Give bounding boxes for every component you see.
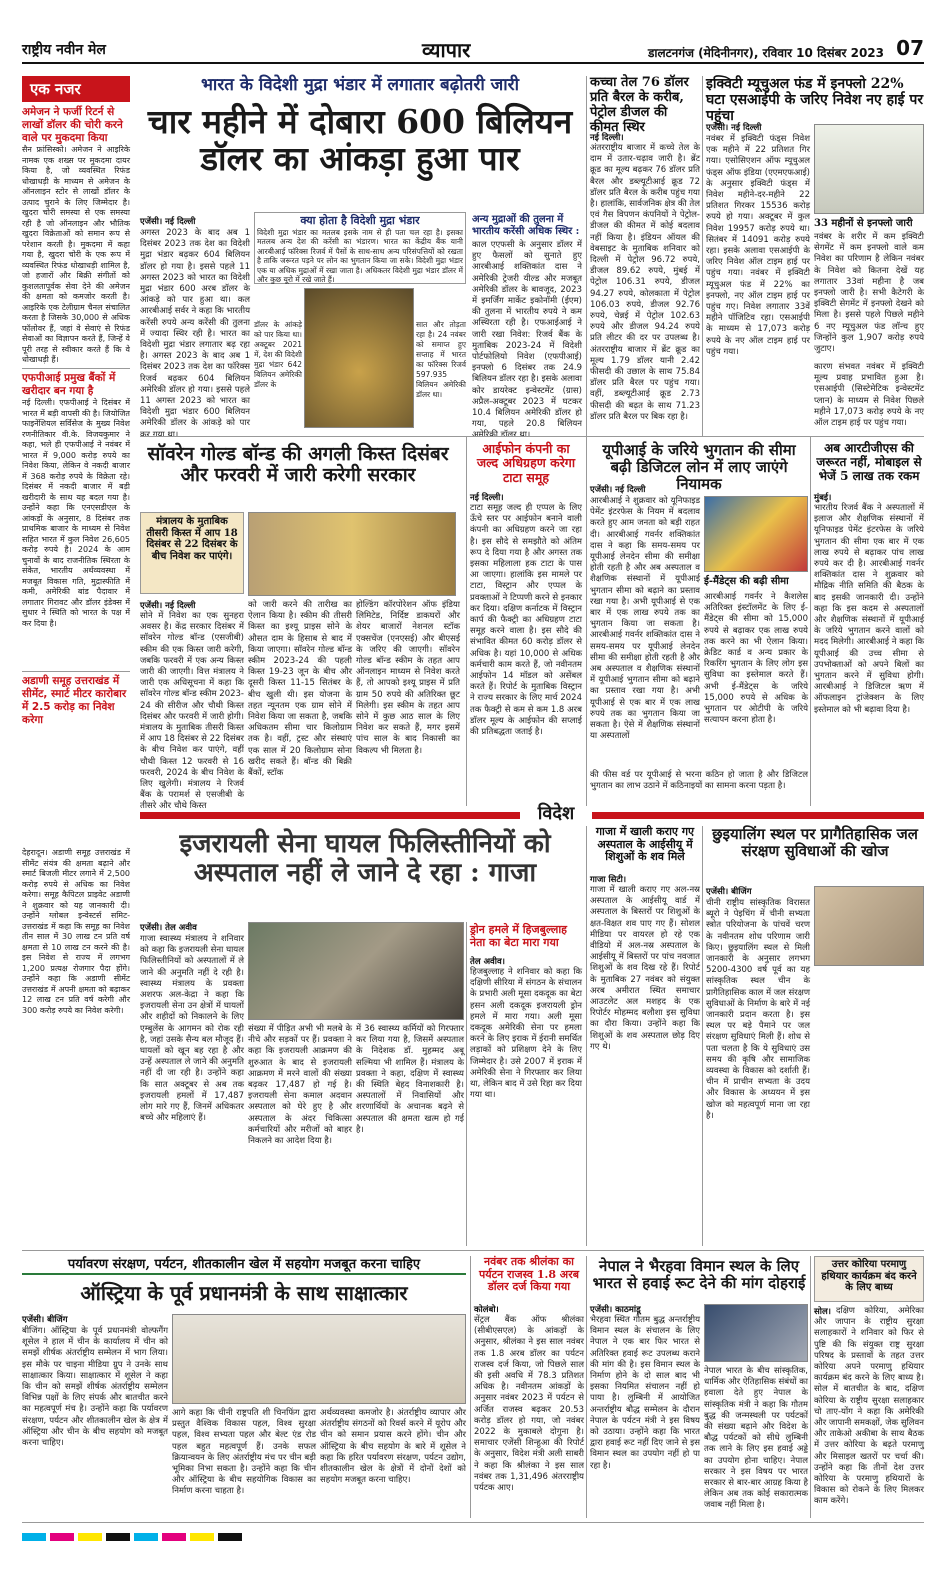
mf-caption-body: नवंबर के शरीर में कम इक्विटी सेगमेंट में कम इनफ्लो वाले कम निवेश का परिणाम है लेकिन नवंबर के निवेश को कितना देखें यह लगातार 33वां महीना है जब इनफ्लो जारी है। सभी कैटेगरी के इक्विटी सेगमेंट में इनफ्लो देखने को मिला है। इससे पहले पिछले महीने 6 नए म्यूचुअल फंड लॉन्च हुए जिन्होंने कुल 1,907 करोड़ रुपये जुटाए। (814, 232, 924, 355)
oil-body: अंतरराष्ट्रीय बाजार में कच्चे तेल के दाम में उतार-चढ़ाव जारी है। ब्रेंट क्रूड का मूल्य बढ़कर 76 डॉलर प्रति बैरल और डब्ल्यूटीआई क्रूड 72 डॉलर प्रति बैरल के करीब पहुंच गया है। हालांकि, सार्वजनिक क्षेत्र की तेल एवं गैस विपणन कंपनियों ने पेट्रोल-डीजल की कीमत में कोई बदलाव नहीं किया है। इंडियन ऑयल की वेबसाइट के मुताबिक शनिवार को दिल्ली में पेट्रोल 96.72 रुपये, डीजल 89.62 रुपये, मुंबई में पेट्रोल 106.31 रुपये, डीजल 94.27 रुपये, कोलकाता में पेट्रोल 106.03 रुपये, डीजल 92.76 रुपये, चेन्नई में पेट्रोल 102.63 रुपये और डीजल 94.24 रुपये प्रति लीटर की दर पर उपलब्ध है। अंतरराष्ट्रीय बाजार में ब्रेंट क्रूड का मूल्य 1.79 डॉलर यानी 2.42 फीसदी की उछाल के साथ 75.84 डॉलर प्रति बैरल पर पहुंच गया। वहीं, डब्ल्यूटीआई क्रूड 2.73 फीसदी की बढ़त के साथ 71.23 डॉलर प्रति बैरल पर बिक रहा है। (590, 143, 700, 422)
gaza-photo (248, 922, 464, 1020)
lead-side-title: अन्य मुद्राओं की तुलना में भारतीय करेंसी अधिक स्थिर : (472, 214, 580, 237)
rtgs-headline: अब आरटीजीएस की जरूरत नहीं, मोबाइल से भेजें 5 लाख तक रकम (816, 441, 922, 483)
mf-headline: इक्विटी म्यूचुअल फंड में इनफ्लो 22% घटा एसआईपी के जरिए निवेश नए हाई पर पहुंचा (706, 76, 924, 125)
excavation-image (814, 886, 924, 966)
upi-body: आरबीआई ने शुक्रवार को यूनिफाइड पेमेंट इंटरफेस के नियम में बदलाव करते हुए आम जनता को बड़ी राहत दी। आरबीआई गवर्नर शक्तिकांत दास ने कहा कि समय-समय पर यूपीआई लेनदेन सीमा की समीक्षा होती रहती है और अब अस्पताल व शैक्षणिक संस्थानों में यूपीआई भुगतान सीमा को बढ़ाने का प्रस्ताव रखा गया है। अभी यूपीआई से एक बार में एक लाख रुपये तक का भुगतान किया जा सकता है। आरबीआई गवर्नर शक्तिकांत दास ने समय-समय पर यूपीआई लेनदेन सीमा की समीक्षा होती रहती है और अब अस्पताल व शैक्षणिक संस्थानों में यूपीआई भुगतान सीमा को बढ़ाने का प्रस्ताव रखा गया है। अभी यूपीआई से एक बार में एक लाख रुपये तक का भुगतान किया जा सकता है। ऐसे में शैक्षणिक संस्थानों या अस्पतालों (590, 496, 700, 742)
gaza-headline: इजरायली सेना घायल फिलिस्तीनियों को अस्पताल नहीं ले जाने दे रहा : गाजा (179, 829, 551, 889)
gold-callout-text: मंत्रालय के मुताबिक तीसरी किस्त में आप 18 दिसंबर से 22 दिसंबर के बीच निवेश कर पाएंगे। (146, 516, 238, 562)
babies-byline: गाजा सिटी। (590, 875, 627, 885)
hezbollah-body: हिजबुल्लाह ने शनिवार को कहा कि दक्षिणी सीरिया में संगठन के संचालन के प्रभारी अली मूसा दकदूक का बेटा हसन अली दकदूक इजरायली ड्रोन हमले में मारा गया। अली मूसा दकदूक अमेरिकी सेना पर हमला करने के लिए इराक में ईरानी समर्थित लड़ाकों को प्रशिक्षण देने के लिए जिम्मेदार है। उसे 2007 में इराक में अमेरिकी सेना ने गिरफ्तार कर लिया था, लेकिन बाद में उसे रिहा कर दिया गया था। (470, 967, 582, 1101)
gold-callout (140, 512, 244, 594)
sidebar-head: एक नजर (22, 76, 130, 102)
austria-body-2: आगे कहा कि चीनी राष्ट्रपति शी चिनफिंग द्वारा प्रस्तुत वैश्विक विकास पहल, विश्व सुरक्षा पहल, विश्व सभ्यता पहल और बेल्ट एंड रोड पहल बहुत महत्वपूर्ण हैं। उनके सफल क्रियान्वयन के लिए अंतर्राष्ट्रीय मंच पर चीन बड़ी भूमिका निभा सकता है। उन्होंने कहा कि चीन और ऑस्ट्रिया के बीच सहयोगिक विकास का निर्माण करना चाहता है। (172, 1408, 316, 1497)
money-bags-image (304, 288, 414, 428)
babies-headline: गाजा में खाली कराए गए अस्पताल के आईसीयू में शिशुओं के शव मिले (595, 825, 695, 864)
coins-plant-image (814, 124, 924, 214)
mf-byline: एजेंसी। नई दिल्ली (706, 123, 762, 133)
upi-headline: यूपीआई के जरिये भुगतान की सीमा बढ़ी डिजिटल लोन में लाए जाएंगे नियामक (602, 441, 796, 493)
hezbollah-byline: तेल अवीव। (470, 957, 505, 967)
srilanka-body: सेंट्रल बैंक ऑफ श्रीलंका (सीबीएसएल) के आंकड़ों के अनुसार, श्रीलंका ने इस साल नवंबर तक 1.8 अरब डॉलर का पर्यटन राजस्व दर्ज किया, जो पिछले साल की इसी अवधि में 78.3 प्रतिशत अधिक है। नवीनतम आंकड़ों के अनुसार नवंबर 2023 में पर्यटन से अर्जित राजस्व बढ़कर 20.53 करोड़ डॉलर हो गया, जो नवंबर 2022 के मुकाबले दोगुना है। समाचार एजेंसी शिन्हुआ की रिपोर्ट के अनुसार, विदेश मंत्री अली साबरी ने कहा कि श्रीलंका ने इस साल नवंबर तक 1,31,496 अंतरराष्ट्रीय पर्यटक आए। (474, 1315, 584, 1494)
sidebar-title-2: एफपीआई प्रमुख बैंकों में खरीदार बन गया है (22, 372, 116, 397)
section-title: व्यापार (422, 38, 471, 62)
lead-kicker: भारत के विदेशी मुद्रा भंडार में लगातार बढ़ोतरी जारी (200, 75, 520, 95)
srilanka-byline: कोलंबो। (474, 1305, 499, 1315)
gaza-body: गाजा स्वास्थ्य मंत्रालय ने शनिवार को कहा कि इजरायली सेना घायल फिलिस्तीनियों को अस्पतालों में ले जाने की अनुमति नहीं दे रही है। स्वास्थ्य मंत्रालय के प्रवक्ता अशरफ अल-केद्रा ने कहा कि इजरायली सेना उन क्षेत्रों में घायलों और शहीदों को निकालने के लिए एम्बुलेंस के आगमन को रोक रही है, जहां उसके सैन्य बल मौजूद हैं। घायलों को खून बह रहा है और उन्हें अस्पताल ले जाने की अनुमति नहीं दी जा रही है। उन्होंने कहा कि सात अक्टूबर से अब तक इजरायली हमलों में 17,487 लोग मारे गए हैं, जिनमें अधिकतर बच्चे और महिलाएं हैं। (140, 934, 244, 1124)
gold-body-2: को जारी करने की तारीख का ऐलान किया है। स्कीम की तीसरी किस्त का इश्यू प्राइस सोने के औसत दाम के हिसाब से बाद में किया जाएगा। सॉवरेन गोल्ड बॉन्ड स्कीम 2023-24 की पहली किस्त 19-23 जून के बीच और दूसरी किस्त 11-15 सितंबर के बीच खुली थी। इस योजना के तहत न्यूनतम एक ग्राम सोने में निवेश किया जा सकता है, जबकि अधिकतम सीमा चार किलोग्राम तक है। वहीं, ट्रस्ट और संस्थाएं एक साल में 20 किलोग्राम सोना खरीद सकते हैं। बॉन्ड की बिक्री बैंकों, स्टॉक (248, 600, 352, 779)
mf-body-2: कारण संभवत नवंबर में इक्विटी मूल्य प्रवाह प्रभावित हुआ है। एसआईपी (सिस्टेमेटिक इन्वेस्टमेंट प्लान) के माध्यम से निवेश पिछले महीने 17,073 करोड़ रुपये के नए ऑल टाइम हाई पर पहुंच गया। (814, 362, 924, 429)
sidebar-body-3: देहरादून। अडाणी समूह उत्तराखंड में सीमेंट संयंत्र की क्षमता बढ़ाने और स्मार्ट बिजली मीटर लगाने में 2,500 करोड़ रुपये से अधिक का निवेश करेगा। समूह कैपिटल प्राइवेट अडाणी ने शुक्रवार को यह जानकारी दी। उन्होंने ग्लोबल इन्वेस्टर्स समिट-उत्तराखंड में कहा कि समूह का निवेश तीन साल में 30 लाख टन प्रति वर्ष क्षमता से 10 लाख टन करने की है। इस निवेश से राज्य में लगभग 1,200 प्रत्यक्ष रोजगार पैदा होंगे। उन्होंने कहा कि अडाणी सीमेंट उत्तराखंड में अपनी क्षमता को बढ़ाकर 12 लाख टन प्रति वर्ष करेगी और 300 करोड़ रुपये का निवेश करेगी। (22, 848, 130, 1015)
china-water-body: चीनी राष्ट्रीय सांस्कृतिक विरासत ब्यूरो ने पेइचिंग में चीनी सभ्यता स्त्रोत परियोजना के पांचवें चरण के नवीनतम शोध परिणाम जारी किए। छुइयालिंग स्थल से मिली जानकारी के अनुसार लगभग 5200-4300 वर्ष पूर्व का यह सांस्कृतिक स्थल चीन के प्रागैतिहासिक काल में जल संरक्षण सुविधाओं के निर्माण के बारे में नई जानकारी प्रदान करता है। इस स्थल पर बड़े पैमाने पर जल संरक्षण सुविधाएं मिली हैं। शोध से पता चलता है कि ये सुविधाएं उस समय की कृषि और सामाजिक व्यवस्था के विकास को दर्शाती हैं। चीन में प्राचीन सभ्यता के उदय और विकास के अध्ययन में इस खोज को महत्वपूर्ण माना जा रहा है। (706, 898, 810, 1121)
apple-body: टाटा समूह जल्द ही एप्पल के लिए ऊँचे स्तर पर आईफोन बनाने वाली कंपनी का अधिग्रहण करने जा रहा है। इस सौदे से समझौते को अंतिम रूप दे दिया गया है और अगस्त तक इसका महिलाला हक टाटा के पास आ जाएगा। हालांकि इस मामले पर टाटा, विस्ट्रान और एप्पल के प्रवक्ताओं ने टिप्पणी करने से इनकार कर दिया। दक्षिण कर्नाटक में विस्ट्रान कार्प की फैक्ट्री का अधिग्रहण टाटा समूह करने वाला है। इस सौदे की संभावित कीमत 60 करोड़ डॉलर से अधिक है। यहां 10,000 से अधिक कर्मचारी काम करते हैं, जो नवीनतम आईफोन 14 मॉडल को असेंबल करते हैं। रिपोर्ट के मुताबिक विस्ट्रान ने राज्य सरकार के लिए मार्च 2024 तक फैक्ट्री से कम से कम 1.8 अरब डॉलर मूल्य के आईफोन की सप्लाई की प्रतिबद्धता जताई है। (470, 503, 582, 738)
print-color-strip (22, 1522, 924, 1534)
srilanka-headline: नवंबर तक श्रीलंका का पर्यटन राजस्व 1.8 अरब डॉलर दर्ज किया गया (479, 1255, 579, 1294)
sidebar (22, 76, 130, 816)
korea-byline: सोल। (814, 1307, 831, 1317)
lead-body: अगस्त 2023 के बाद अब 1 दिसंबर 2023 तक देश का विदेशी मुद्रा भंडार बढ़कर 604 बिलियन डॉलर हो गया है। इससे पहले 11 अगस्त 2023 को भारत का विदेशी मुद्रा भंडार 600 अरब डॉलर के आंकड़े को पार हुआ था। कल आरबीआई सर्वर ने कहा कि भारतीय करेंसी रुपये अन्य करेंसी की तुलना में ज्यादा स्थिर रही है। भारत का विदेशी मुद्रा भंडार लगातार बढ़ रहा है। अगस्त 2023 के बाद अब 1 दिसंबर 2023 तक देश का फॉरेक्स रिजर्व बढ़कर 604 बिलियन अमेरिकी डॉलर हो गया। इससे पहले 11 अगस्त 2023 को भारत का विदेशी मुद्रा भंडार 600 बिलियन अमेरिकी डॉलर के आंकड़े को पार कर गया था। (140, 228, 250, 440)
gold-byline: एजेंसी। नई दिल्ली (140, 601, 196, 611)
gaza-byline: एजेंसी। तेल अवीव (140, 923, 197, 933)
lead-headline: चार महीने में दोबारा 600 बिलियन डॉलर का आंकड़ा हुआ पार (147, 102, 573, 178)
korea-body: दक्षिण कोरिया, अमेरिका और जापान के राष्ट्रीय सुरक्षा सलाहकारों ने शनिवार को फिर से पुष्टि की कि संयुक्त राष्ट्र सुरक्षा परिषद के प्रस्तावों के तहत उत्तर कोरिया अपने परमाणु हथियार कार्यक्रम बंद करने के लिए बाध्य है। सोल में बातचीत के बाद, दक्षिण कोरिया के राष्ट्रीय सुरक्षा सलाहकार चो ताए-योंग ने कहा कि अमेरिकी और जापानी समकक्षों, जेक सुलिवन और ताकेओ अकीबा के साथ बैठक में उत्तर कोरिया के बढ़ते परमाणु और मिसाइल खतरों पर चर्चा की। उन्होंने कहा कि तीनों देश उत्तर कोरिया के परमाणु हथियारों के विकास को रोकने के लिए मिलकर काम करेंगे। (814, 1306, 924, 1507)
videsh-bar-right (592, 812, 924, 819)
lead-body-3: सात और तोड़ता रहा है। 24 नवंबर को समाप्त हुए सप्ताह में भारत का फॉरेक्स रिजर्व 597.935 बिलियन अमेरिकी डॉलर था। (416, 320, 466, 399)
sidebar-body-1: सैन फ्रांसिस्को। अमेजन ने आइरिके नामक एक शख्स पर मुकदमा दायर किया है, जो व्यवस्थित रिफंड धोखाधड़ी के माध्यम से अमेजन के ऑनलाइन स्टोर से लाखों डॉलर के उत्पाद चुराने के लिए जिम्मेदार है। खुदरा चोरी समस्या से एक समस्या रही है जो ऑनलाइन और भौतिक खुदरा विक्रेताओं को समान रूप से परेशान करती है। मुकदमा में कहा गया है, खुदरा चोरी के एक रूप में व्यवस्थित रिफंड धोखाधड़ी शामिल है, जो हजारों और बिक्री संगीतों को कुशलतापूर्वक सेवा देने की अमेजन की क्षमता को कमजोर करती है। आइरिके एक टेलीग्राम चैनल संचालित करता है जिसके 30,000 से अधिक फॉलोवर हैं, जहां वे सेवाएं से रिफंड सेवाओं का विज्ञापन करते हैं, जिन्हें वे पूरी तरह से स्वीकार करते हैं कि वे धोखाधड़ी हैं। (22, 145, 130, 364)
gaza-body-2: संख्या में पीड़ित अभी भी मलबे के नीचे और सड़कों पर हैं। प्रवक्ता ने कहा कि इजरायली आक्रमण की शुरुआत के बाद से इजरायली आक्रमण में मरने वालों की संख्या बढ़कर 17,487 हो गई है। इजरायली सेना कमाल अदवान अस्पताल को घेरे हुए है और अस्पताल के अंदर चिकित्सा कर्मचारियों और मरीजों को बाहर निकलने का आदेश दिया है। (248, 1024, 352, 1147)
rtgs-body: भारतीय रिजर्व बैंक ने अस्पतालों में इलाज और शैक्षणिक संस्थानों में यूनिफाइड पेमेंट इंटरफेस के जरिये भुगतान की सीमा एक बार में एक लाख रुपये से बढ़ाकर पांच लाख रुपये कर दी है। आरबीआई गवर्नर शक्तिकांत दास ने शुक्रवार को मौद्रिक नीति समिति की बैठक के बाद इसकी जानकारी दी। उन्होंने कहा कि इस कदम से अस्पतालों और शैक्षणिक संस्थानों में यूपीआई के जरिये भुगतान करने वालों को मदद मिलेगी। आरबीआई ने कहा कि यूपीआई की उच्च सीमा से उपभोक्ताओं को अपने बिलों का भुगतान करने में सुविधा होगी। आरबीआई ने डिजिटल ऋण में ऑफलाइन ट्रांजेक्शन के लिए इस्तेमाल को भी बढ़ावा दिया है। (814, 503, 924, 715)
mf-image-caption: 33 महीनों से इनफ्लो जारी (814, 218, 913, 229)
nepal-body-2: नेपाल भारत के बीच सांस्कृतिक, धार्मिक और ऐतिहासिक संबंधों का हवाला देते हुए नेपाल के सांस्कृतिक मंत्री ने कहा कि गौतम बुद्ध की जन्मस्थली पर पर्यटकों की संख्या बढ़ाने और विदेश के बौद्ध पर्यटकों को सीधे लुम्बिनी तक लाने के लिए इस हवाई अड्डे का उपयोग होना चाहिए। नेपाल सरकार ने इस विषय पर भारत सरकार से बार-बार आग्रह किया है लेकिन अब तक कोई सकारात्मक जवाब नहीं मिला है। (704, 1366, 808, 1511)
austria-body: बीजिंग। ऑस्ट्रिया के पूर्व प्रधानमंत्री वोल्फगैंग शूसेल ने हाल में चीन के कार्यालय में चीन को समझें शीर्षक अंतर्राष्ट्रीय सम्मेलन में भाग लिया। इस मौके पर चाइना मीडिया ग्रुप ने उनके साथ साक्षात्कार किया। साक्षात्कार में शूसेल ने कहा कि चीन को समझें शीर्षक अंतर्राष्ट्रीय सम्मेलन विभिन्न पक्षों के लिए संपर्क और बातचीत करने का महत्वपूर्ण मंच है। उन्होंने कहा कि पर्यावरण संरक्षण, पर्यटन और शीतकालीन खेल के क्षेत्र में ऑस्ट्रिया और चीन के बीच सहयोग को मजबूत करना चाहिए। (22, 1326, 168, 1449)
lead-body-2: डॉलर के आंकड़े को पार किया था। अक्टूबर 2021 में, देश की विदेशी मुद्रा भंडार 642 बिलियन अमेरिकी डॉलर के (254, 320, 302, 389)
austria-headline: ऑस्ट्रिया के पूर्व प्रधानमंत्री के साथ साक्षात्कार (80, 1281, 408, 1305)
forex-box-title: क्या होता है विदेशी मुद्रा भंडार (300, 214, 420, 227)
austria-kicker: पर्यावरण संरक्षण, पर्यटन, शीतकालीन खेल में सहयोग मजबूत करना चाहिए (22, 1258, 466, 1275)
sidebar-title-3: अडाणी समूह उत्तराखंड में सीमेंट, स्मार्ट मीटर कारोबार में 2.5 करोड़ का निवेश करेगा (22, 675, 127, 726)
gold-bars-image (248, 512, 456, 596)
sidebar-body-2: नई दिल्ली। एफपीआई ने दिसंबर में भारत में बड़ी वापसी की है। जियोजित फाइनेंशियल सर्विसेज के मुख्य निवेश रणनीतिकार वी.के. विजयकुमार ने कहा, भले ही एफपीआई ने नवंबर में भारत में 9,000 करोड़ रुपये का निवेश किया, लेकिन वे नकदी बाजार में 368 करोड़ रुपये के विक्रेता रहे। दिसंबर में नकदी बाजार में बड़ी खरीदारी के साथ यह बदल गया है। उन्होंने कहा कि एनएसडीएल के आंकड़ों के अनुसार, 8 दिसंबर तक प्राथमिक बाजार के माध्यम से निवेश सहित भारत में कुल निवेश 26,605 करोड़ रुपये है। 2024 के आम चुनावों के बाद राजनीतिक स्थिरता के संकेत, भारतीय अर्थव्यवस्था में मजबूत विकास गति, मुद्रास्फीति में कमी, अमेरिकी बांड पैदावार में लगातार गिरावट और डॉलर इंडेक्स में सुधार ने स्थिति को भारत के पक्ष में कर दिया है। (22, 398, 130, 628)
korea-headline: उत्तर कोरिया परमाणु हथियार कार्यक्रम बंद करने के लिए बाध्य (821, 1259, 917, 1293)
mf-body: नवंबर में इक्विटी फंड्स निवेश एक महीने में 22 प्रतिशत गिर गया। एसोसिएशन ऑफ म्यूचुअल फंड्स ऑफ इंडिया (एएमएफआई) के अनुसार इक्विटी फंड्स में निवेश महीने-दर-महीने 22 प्रतिशत गिरकर 15536 करोड़ रुपये हो गया। अक्टूबर में कुल निवेश 19957 करोड़ रुपये था। सितंबर में 14091 करोड़ रुपये रहा। इसके अलावा एसआईपी के जरिए निवेश ऑल टाइम हाई पर पहुंच गया। नवंबर में इक्विटी म्यूचुअल फंड में 22% का इनफ्लो, नए ऑल टाइम हाई पर पहुंच गए। निवेश लगातार 33वें महीने पॉजिटिव रहा। एसआईपी के माध्यम से 17,073 करोड़ रुपये के नए ऑल टाइम हाई पर पहुंच गया। (706, 134, 810, 357)
nepal-headline: नेपाल ने भैरहवा विमान स्थल के लिए भारत से हवाई रूट देने की मांग दोहराई (592, 1257, 806, 1292)
upi-body-2: की फीस वर्ड पर यूपीआई से भरना कठिन हो जाता है और डिजिटल भुगतान का लाभ उठाने में कठिनाइयों का सामना करना पड़ता है। (590, 770, 808, 792)
apple-byline: नई दिल्ली। (470, 493, 504, 503)
gold-body-3: होल्डिंग कॉरपोरेशन ऑफ इंडिया लिमिटेड, निर्दिष्ट डाकघरों और शेयर बाजारों नेशनल स्टॉक एक्सचेंज (एनएसई) और बीएसई के जरिए की जाएगी। सॉवरेन गोल्ड बॉन्ड स्कीम के तहत आप ऑनलाइन माध्यम से निवेश करते हैं, तो आपको इश्यू प्राइस में प्रति ग्राम 50 रुपये की अतिरिक्त छूट मिलेगी। इस स्कीम के तहत आप सोने में कुछ आठ साल के लिए निवेश कर सकते हैं, मगर इसमें पांच साल के बाद निकासी का विकल्प भी मिलता है। (356, 600, 460, 756)
nepal-byline: एजेंसी। काठमांडू (590, 1305, 641, 1315)
apple-headline: आईफोन कंपनी का जल्द अधिग्रहण करेगा टाटा समूह (476, 441, 576, 485)
hezbollah-headline: ड्रोन हमले में हिजबुल्लाह नेता का बेटा मारा गया (470, 923, 568, 949)
sidebar-title-1: अमेजन ने फर्जी रिटर्न से लाखों डॉलर की चोरी करने वाले पर मुकदमा किया (22, 106, 123, 144)
china-water-headline: छुइयालिंग स्थल पर प्रागैतिहासिक जल संरक्षण सुविधाओं की खोज (712, 825, 918, 860)
interview-photo (172, 1314, 466, 1404)
upi-byline: एजेंसी। नई दिल्ली (590, 485, 646, 495)
page-number: 07 (896, 36, 924, 60)
gold-body: सोने में निवेश का एक सुनहरा अवसर है। केंद्र सरकार दिसंबर में सॉवरेन गोल्ड बॉन्ड (एसजीबी) स्कीम की एक किस्त जारी करेगी, जबकि फरवरी में एक अन्य किस्त जारी की जाएगी। वित्त मंत्रालय ने जारी एक अधिसूचना में कहा कि सॉवरेन गोल्ड बॉन्ड स्कीम 2023-24 की सीरीज और चौथी किस्त दिसंबर और फरवरी में जारी होगी। मंत्रालय के मुताबिक तीसरी किस्त में आप 18 दिसंबर से 22 दिसंबर के बीच निवेश कर पाएंगे, वहीं चौथी किस्त 12 फरवरी से 16 फरवरी, 2024 के बीच निवेश के लिए खुलेगी। मंत्रालय ने रिजर्व बैंक के परामर्श से एसजीबी के तीसरे और चौथे किस्त (140, 611, 244, 812)
china-water-byline: एजेंसी। बीजिंग (706, 887, 752, 897)
oil-byline: नई दिल्ली। (590, 133, 624, 143)
upi-image-caption: ई-मैंडेट्स की बढ़ी सीमा (704, 576, 789, 587)
babies-body: गाजा में खाली कराए गए अल-नस्र अस्पताल के आईसीयू वार्ड में अस्पताल के बिस्तरों पर शिशुओं के क्षत-विक्षत शव पाए गए हैं। सोशल मीडिया पर वायरल हो रहे एक वीडियो में अल-नस्र अस्पताल के आईसीयू में बिस्तरों पर पांच नवजात शिशुओं के शव दिख रहे हैं। रिपोर्ट के मुताबिक 27 नवंबर को संयुक्त अरब अमीरात स्थित समाचार आउटलेट अल मशहद के एक रिपोर्टर मोहम्मद बलौशा इस सुविधा का दौरा किया। उन्होंने कहा कि शिशुओं के शव अस्पताल छोड़ दिए गए थे। (590, 885, 700, 1052)
upi-caption-body: आरबीआई गवर्नर ने कैशलेस अतिरिक्त इंस्टॉलमेंट के लिए ई-मैंडेट्स की सीमा को 15,000 रुपये से बढ़ाकर एक लाख रुपये तक करने का भी ऐलान किया। क्रेडिट कार्ड व अन्य प्रकार के रिकरिंग भुगतान के लिए लोग इस सुविधा का इस्तेमाल करते हैं। अभी ई-मैंडेट्स के जरिये 15,000 रुपये से अधिक के भुगतान पर ओटीपी के जरिये सत्यापन करना होता है। (704, 592, 808, 726)
dateline: डालटनगंज (मेदिनीनगर), रविवार 10 दिसंबर 2023 (647, 46, 884, 60)
nepal-body: भैरहवा स्थित गौतम बुद्ध अन्तर्राष्ट्रीय विमान स्थल के संचालन के लिए नेपाल ने एक बार फिर भारत से अतिरिक्त हवाई रूट उपलब्ध कराने की मांग की है। इस विमान स्थल के निर्माण होने के दो साल बाद भी इसका नियमित संचालन नहीं हो पाया है। लुम्बिनी में आयोजित अन्तर्राष्ट्रीय बौद्ध सम्मेलन के दौरान नेपाल के पर्यटन मंत्री ने इस विषय को उठाया। उन्होंने कहा कि भारत द्वारा हवाई रूट नहीं दिए जाने से इस विमान स्थल का उपयोग नहीं हो पा रहा है। (590, 1315, 700, 1471)
videsh-label: विदेश (537, 803, 575, 824)
page-header (22, 36, 924, 64)
austria-body-3: अर्थव्यवस्था कमजोर है। अंतर्राष्ट्रीय व्यापार और अंतर्राष्ट्रीय संगठनों को रिवर्स करने में यूरोप और चीन को समान प्रयास करने होंगे। चीन और ऑस्ट्रिया के बीच सहयोग के बारे में शूसेल ने कहा कि हरित पर्यावरण संरक्षण, पर्यटन उद्योग, शीतकालीन खेल के क्षेत्रों में दोनों देशों को सहयोग मजबूत करना चाहिए। (320, 1408, 466, 1486)
videsh-bar-left (140, 812, 520, 819)
gaza-body-3: में 36 स्वास्थ्य कर्मियों को गिरफ्तार कर लिया गया है, जिसमें अस्पताल के निदेशक डॉ. मुहम्मद अबू सल्मिया भी शामिल हैं। मंत्रालय के प्रवक्ता ने कहा, दक्षिण में स्वास्थ्य की स्थिति बेहद विनाशकारी है। अस्पतालों में निवासियों और शरणार्थियों के अचानक बढ़ने से अस्पताल की क्षमता खत्म हो गई है। (356, 1024, 464, 1135)
austria-byline: एजेंसी। बीजिंग (22, 1315, 68, 1325)
forex-box-body: विदेशी मुद्रा भंडार का मतलब इसके नाम से ही पता चल रहा है। इसका मतलब अन्य देश की करेंसी का भंडारण। भारत का केंद्रीय बैंक यानी आरबीआई फॉरेक्स रिजर्व में पैसों के साथ-साथ अन्य परिसंपत्तियों को रखता है ताकि जरूरत पड़ने पर लोन का भुगतान किया जा सके। विदेशी मुद्रा भंडार एक या अधिक मुद्राओं में रखा जाता है। अधिकतर विदेशी मुद्रा भंडार डॉलर में और कुछ यूरो में रखे जाते हैं। (257, 227, 463, 285)
masthead: राष्ट्रीय नवीन मेल (22, 42, 106, 58)
rtgs-byline: मुंबई। (814, 493, 832, 503)
lead-byline: एजेंसी। नई दिल्ली (140, 217, 196, 227)
forex-box (254, 212, 466, 284)
oil-headline: कच्चा तेल 76 डॉलर प्रति बैरल के करीब, पेट्रोल डीजल की कीमत स्थिर (590, 75, 689, 135)
cards-image (704, 496, 808, 572)
gold-headline: सॉवरेन गोल्ड बॉन्ड की अगली किस्त दिसंबर और फरवरी में जारी करेगी सरकार (147, 443, 449, 487)
korea-headline-box (814, 1256, 924, 1302)
nepal-photo (704, 1304, 808, 1362)
lead-side-body: काल एएफसी के अनुसार डॉलर में हुए फैसलों को सुनाते हुए आरबीआई शक्तिकांत दास ने अमेरिकी ट्रेजरी यील्ड और मजबूत अमेरिकी डॉलर के बावजूद, 2023 में इमर्जिंग मार्केट इकोनॉमी (ईएम) की तुलना में भारतीय रुपये ने कम अस्थिरता रही है। एफआईआई ने जारी रखा निवेश: रिजर्व बैंक के मुताबिक 2023-24 में विदेशी पोर्टफोलियो निवेश (एफपीआई) इनफ्लो 6 दिसंबर तक 24.9 बिलियन डॉलर रहा है। इसके अलावा कोर डायरेक्ट इन्वेस्टमेंट (ग्रास) अप्रैल-अक्टूबर 2023 में घटकर 10.4 बिलियन अमेरिकी डॉलर हो गया, पहले 20.8 बिलियन अमेरिकी डॉलर था। (472, 240, 582, 441)
